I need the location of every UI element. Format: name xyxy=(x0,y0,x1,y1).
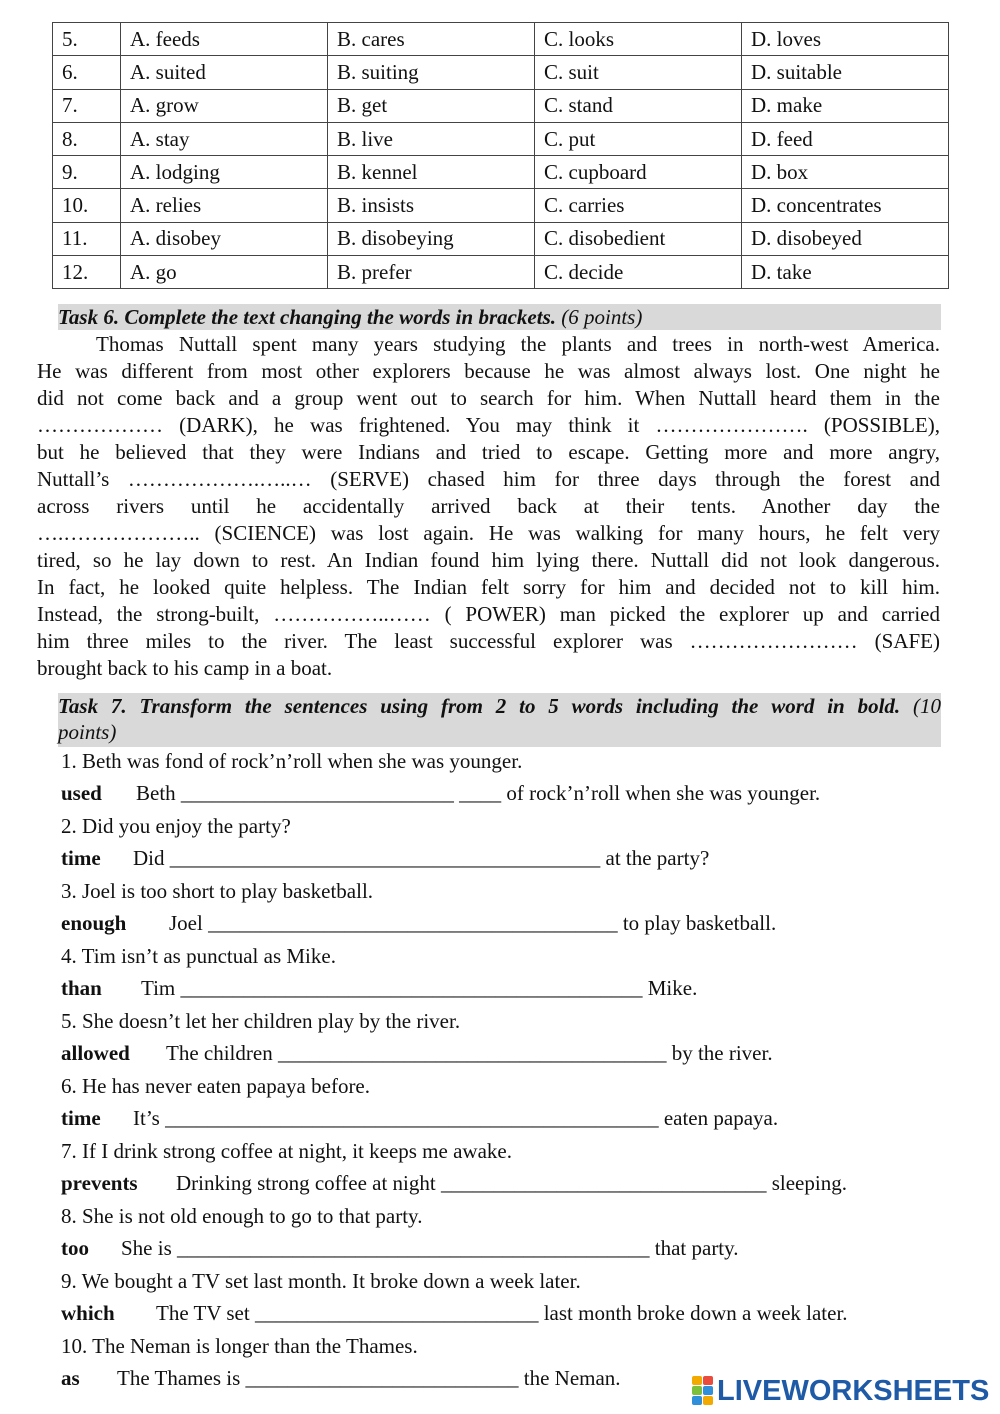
answer-option: B. get xyxy=(328,89,535,122)
keyword: than xyxy=(61,976,102,1000)
table-row xyxy=(53,256,949,289)
table-row xyxy=(53,156,949,189)
passage-line: Thomas Nuttall spent many years studying the plants and trees in north-west America. xyxy=(96,332,940,356)
keyword: time xyxy=(61,846,101,870)
transform-line xyxy=(61,1300,848,1326)
original-sentence: 1. Beth was fond of rock’n’roll when she was younger. xyxy=(61,749,523,773)
original-sentence: 9. We bought a TV set last month. It broke down a week later. xyxy=(61,1269,581,1293)
task7-title: Task 7. Transform the sentences using from 2 to 5 words including the word in bold. xyxy=(58,694,901,718)
answer-option: C. cupboard xyxy=(535,156,742,189)
question-number: 5. xyxy=(53,23,121,56)
answer-option: B. live xyxy=(328,122,535,155)
task6-points: (6 points) xyxy=(561,305,643,329)
answer-blank-line[interactable]: The children _____________________________________ by the river. xyxy=(166,1041,773,1065)
keyword: which xyxy=(61,1301,115,1325)
answer-option: C. disobedient xyxy=(535,222,742,255)
table-row xyxy=(53,23,949,56)
answer-option: B. kennel xyxy=(328,156,535,189)
answer-blank-line[interactable]: Tim ____________________________________________ Mike. xyxy=(141,976,698,1000)
original-sentence: 2. Did you enjoy the party? xyxy=(61,814,291,838)
table-row xyxy=(53,222,949,255)
answer-option: A. grow xyxy=(121,89,328,122)
answer-option: A. go xyxy=(121,256,328,289)
question-number: 11. xyxy=(53,222,121,255)
answer-option: D. suitable xyxy=(742,56,949,89)
passage-line: ……………… (DARK), he was frightened. You may think it …………………. (POSSIBLE), xyxy=(37,413,940,437)
answer-option: D. feed xyxy=(742,122,949,155)
passage-line: Nuttall’s ……………….…..… (SERVE) chased him for three days through the forest and xyxy=(37,467,940,491)
answer-option: B. prefer xyxy=(328,256,535,289)
transform-line xyxy=(61,1365,621,1391)
passage-line: In fact, he looked quite helpless. The Indian felt sorry for him and decided not to kill him. xyxy=(37,575,940,599)
answer-option: A. suited xyxy=(121,56,328,89)
answer-option: D. box xyxy=(742,156,949,189)
answer-option: B. suiting xyxy=(328,56,535,89)
transform-line xyxy=(61,780,820,806)
transform-line xyxy=(61,1105,778,1131)
keyword: prevents xyxy=(61,1171,138,1195)
table-row xyxy=(53,122,949,155)
answer-option: B. insists xyxy=(328,189,535,222)
answer-option: A. disobey xyxy=(121,222,328,255)
task6-passage xyxy=(37,331,940,682)
original-sentence: 4. Tim isn’t as punctual as Mike. xyxy=(61,944,336,968)
transform-line xyxy=(61,910,776,936)
transform-line xyxy=(61,1235,739,1261)
answer-option: C. decide xyxy=(535,256,742,289)
question-number: 12. xyxy=(53,256,121,289)
answer-blank-line[interactable]: The Thames is __________________________ the Neman. xyxy=(117,1366,621,1390)
answer-blank-line[interactable]: Drinking strong coffee at night _______________________________ sleeping. xyxy=(176,1171,847,1195)
transform-line xyxy=(61,975,697,1001)
original-sentence: 6. He has never eaten papaya before. xyxy=(61,1074,371,1098)
transform-line xyxy=(61,1170,847,1196)
answer-option: D. take xyxy=(742,256,949,289)
answer-blank-line[interactable]: Joel _______________________________________ to play basketball. xyxy=(169,911,777,935)
transform-line xyxy=(61,1040,773,1066)
answer-blank-line[interactable]: Beth __________________________ ____ of rock’n’roll when she was younger. xyxy=(136,781,821,805)
answer-blank-line[interactable]: Did _________________________________________ at the party? xyxy=(133,846,710,870)
keyword: used xyxy=(61,781,102,805)
task7-heading xyxy=(58,693,941,747)
answer-option: A. feeds xyxy=(121,23,328,56)
transform-line xyxy=(61,845,709,871)
liveworksheets-logo-icon xyxy=(692,1376,714,1406)
question-number: 8. xyxy=(53,122,121,155)
answer-blank-line[interactable]: It’s _______________________________________________ eaten papaya. xyxy=(133,1106,779,1130)
question-number: 7. xyxy=(53,89,121,122)
options-table xyxy=(52,22,949,289)
passage-line: Instead, the strong-built, ……………..…… ( POWER) man picked the explorer up and carried xyxy=(37,602,940,626)
task6-heading xyxy=(58,304,941,330)
passage-line: brought back to his camp in a boat. xyxy=(37,656,333,680)
answer-option: C. stand xyxy=(535,89,742,122)
passage-line: but he believed that they were Indians and tried to escape. Getting more and more angry, xyxy=(37,440,940,464)
original-sentence: 10. The Neman is longer than the Thames. xyxy=(61,1334,418,1358)
answer-option: A. lodging xyxy=(121,156,328,189)
table-row xyxy=(53,89,949,122)
answer-option: D. loves xyxy=(742,23,949,56)
answer-option: C. suit xyxy=(535,56,742,89)
keyword: time xyxy=(61,1106,101,1130)
passage-line: tired, so he lay down to rest. An Indian found him lying there. Nuttall did not look dangerous. xyxy=(37,548,940,572)
task7-points-cont: points) xyxy=(58,720,117,744)
original-sentence: 3. Joel is too short to play basketball. xyxy=(61,879,374,903)
table-row xyxy=(53,56,949,89)
answer-option: A. stay xyxy=(121,122,328,155)
answer-blank-line[interactable]: The TV set ___________________________ last month broke down a week later. xyxy=(156,1301,848,1325)
keyword: too xyxy=(61,1236,89,1260)
original-sentence: 7. If I drink strong coffee at night, it keeps me awake. xyxy=(61,1139,512,1163)
keyword: allowed xyxy=(61,1041,130,1065)
liveworksheets-logo xyxy=(692,1374,989,1408)
answer-option: C. looks xyxy=(535,23,742,56)
table-row xyxy=(53,189,949,222)
liveworksheets-logo-text: LIVEWORKSHEETS xyxy=(717,1374,990,1407)
passage-line: He was different from most other explorers because he was almost always lost. One night he xyxy=(37,359,940,383)
passage-line: across rivers until he accidentally arrived back at their tents. Another day the xyxy=(37,494,940,518)
passage-line: him three miles to the river. The least successful explorer was …………………… (SAFE) xyxy=(37,629,940,653)
question-number: 6. xyxy=(53,56,121,89)
original-sentence: 8. She is not old enough to go to that party. xyxy=(61,1204,423,1228)
original-sentence: 5. She doesn’t let her children play by the river. xyxy=(61,1009,461,1033)
task7-points: (10 xyxy=(913,694,942,718)
keyword: enough xyxy=(61,911,127,935)
passage-line: ….……………….. (SCIENCE) was lost again. He was walking for many hours, he felt very xyxy=(37,521,940,545)
passage-line: did not come back and a group went out to search for him. When Nuttall heard them in the xyxy=(37,386,940,410)
task6-title: Task 6. Complete the text changing the words in brackets. xyxy=(58,305,557,329)
answer-option: B. cares xyxy=(328,23,535,56)
answer-option: D. disobeyed xyxy=(742,222,949,255)
answer-option: A. relies xyxy=(121,189,328,222)
answer-option: D. concentrates xyxy=(742,189,949,222)
answer-option: C. put xyxy=(535,122,742,155)
keyword: as xyxy=(61,1366,80,1390)
question-number: 9. xyxy=(53,156,121,189)
answer-blank-line[interactable]: She is _____________________________________________ that party. xyxy=(121,1236,739,1260)
question-number: 10. xyxy=(53,189,121,222)
answer-option: B. disobeying xyxy=(328,222,535,255)
answer-option: C. carries xyxy=(535,189,742,222)
answer-option: D. make xyxy=(742,89,949,122)
